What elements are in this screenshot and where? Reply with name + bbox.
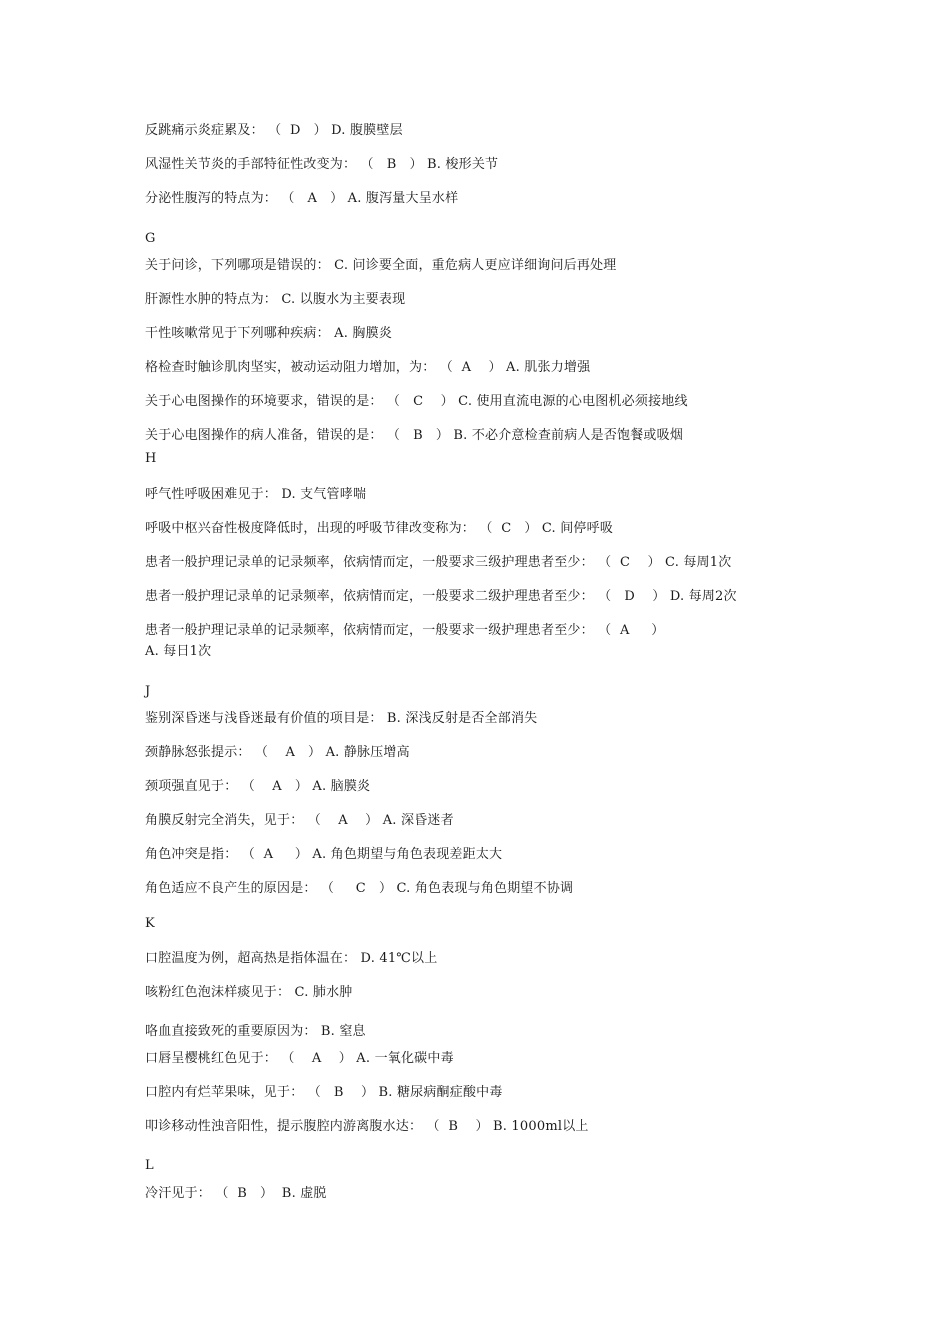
- section-heading: H: [145, 451, 157, 466]
- text-line: 反跳痛示炎症累及： （ D ） D. 腹膜壁层: [145, 123, 403, 138]
- text-line: 呼吸中枢兴奋性极度降低时，出现的呼吸节律改变称为： （ C ） C. 间停呼吸: [145, 521, 614, 536]
- text-line: 鉴别深昏迷与浅昏迷最有价值的项目是： B. 深浅反射是否全部消失: [145, 711, 538, 726]
- text-line: 角色适应不良产生的原因是： （ C ） C. 角色表现与角色期望不协调: [145, 881, 574, 896]
- text-line: 角膜反射完全消失，见于： （ A ） A. 深昏迷者: [145, 813, 454, 828]
- text-line: 分泌性腹泻的特点为： （ A ） A. 腹泻量大呈水样: [145, 191, 459, 206]
- text-line: 关于心电图操作的环境要求，错误的是： （ C ） C. 使用直流电源的心电图机必须接地线: [145, 394, 688, 409]
- text-line: 患者一般护理记录单的记录频率，依病情而定，一般要求一级护理患者至少： （ A ）: [145, 623, 665, 638]
- text-line: 颈静脉怒张提示： （ A ） A. 静脉压增高: [145, 745, 410, 760]
- text-line: 口唇呈樱桃红色见于： （ A ） A. 一氧化碳中毒: [145, 1051, 454, 1066]
- text-line: 干性咳嗽常见于下列哪种疾病： A. 胸膜炎: [145, 326, 392, 341]
- text-line: 关于问诊，下列哪项是错误的： C. 问诊要全面，重危病人更应详细询问后再处理: [145, 258, 617, 273]
- section-heading: K: [145, 916, 155, 931]
- text-line: 角色冲突是指： （ A ） A. 角色期望与角色表现差距太大: [145, 847, 503, 862]
- text-line: 患者一般护理记录单的记录频率，依病情而定，一般要求三级护理患者至少： （ C ） C. 每周1次: [145, 555, 732, 570]
- text-line: A. 每日1次: [145, 644, 212, 659]
- section-heading: G: [145, 231, 156, 246]
- text-line: 颈项强直见于： （ A ） A. 脑膜炎: [145, 779, 371, 794]
- text-line: 格检查时触诊肌肉坚实，被动运动阻力增加，为： （ A ） A. 肌张力增强: [145, 360, 591, 375]
- text-line: 关于心电图操作的病人准备，错误的是： （ B ） B. 不必介意检查前病人是否饱餐或吸烟: [145, 428, 684, 443]
- text-line: 风湿性关节炎的手部特征性改变为： （ B ） B. 梭形关节: [145, 157, 499, 172]
- text-line: 咯血直接致死的重要原因为： B. 窒息: [145, 1024, 366, 1039]
- text-line: 口腔温度为例，超高热是指体温在： D. 41℃以上: [145, 951, 438, 966]
- text-line: 口腔内有烂苹果味，见于： （ B ） B. 糖尿病酮症酸中毒: [145, 1085, 503, 1100]
- text-line: 冷汗见于： （ B ） B. 虚脱: [145, 1186, 327, 1201]
- section-heading: L: [145, 1158, 154, 1173]
- text-line: 咳粉红色泡沫样痰见于： C. 肺水肿: [145, 985, 353, 1000]
- text-line: 肝源性水肿的特点为： C. 以腹水为主要表现: [145, 292, 406, 307]
- section-heading: J: [145, 684, 151, 699]
- text-line: 患者一般护理记录单的记录频率，依病情而定，一般要求二级护理患者至少： （ D ） D. 每周2次: [145, 589, 737, 604]
- text-line: 叩诊移动性浊音阳性，提示腹腔内游离腹水达： （ B ） B. 1000ml以上: [145, 1119, 589, 1134]
- text-line: 呼气性呼吸困难见于： D. 支气管哮喘: [145, 487, 367, 502]
